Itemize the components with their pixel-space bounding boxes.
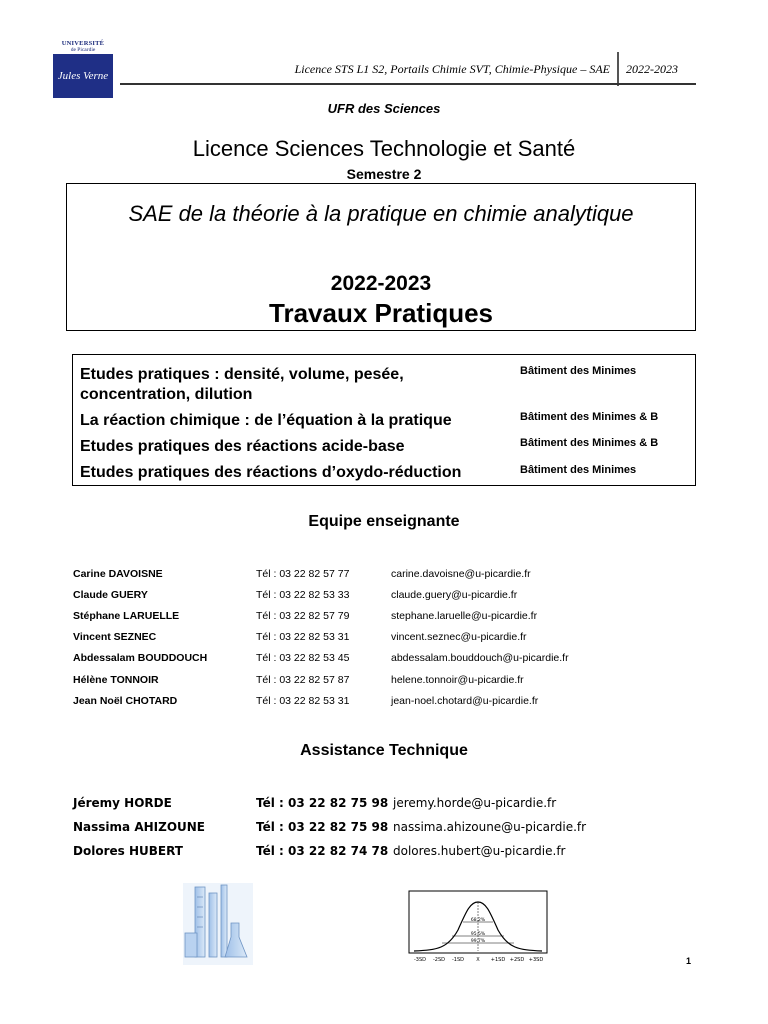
etude-title: Etudes pratiques : densité, volume, pesée, concentration, dilution [80,366,404,403]
assistant-email[interactable]: nassima.ahizoune@u-picardie.fr [393,820,587,834]
assistant-name: Dolores HUBERT [73,844,183,858]
header-rule [120,83,696,85]
member-name: Carine DAVOISNE [73,568,163,580]
bell-pct-mid: 95.5% [470,932,486,937]
assistant-name: Jéremy HORDE [73,796,172,810]
member-email[interactable]: stephane.laruelle@u-picardie.fr [391,610,538,622]
logo-picardie: de Picardie [70,47,96,53]
page-number: 1 [686,956,692,966]
etude-location: Bâtiment des Minimes [520,464,637,476]
member-tel: Tél : 03 22 82 57 79 [256,610,350,622]
etude-location: Bâtiment des Minimes [520,365,637,377]
licence-title: Licence Sciences Technologie et Santé [192,136,576,161]
etude-title: Etudes pratiques des réactions acide-base [80,438,405,455]
assistant-name: Nassima AHIZOUNE [73,820,205,834]
member-email[interactable]: helene.tonnoir@u-picardie.fr [391,674,524,686]
member-tel: Tél : 03 22 82 53 31 [256,695,350,707]
bell-tick: -2SD [432,957,446,963]
member-email[interactable]: jean-noel.chotard@u-picardie.fr [391,695,539,707]
member-name: Hélène TONNOIR [73,674,159,686]
member-tel: Tél : 03 22 82 53 45 [256,652,350,664]
member-tel: Tél : 03 22 82 53 31 [256,631,350,643]
member-email[interactable]: abdessalam.bouddouch@u-picardie.fr [391,652,569,664]
bell-pct-outer: 99.7% [470,939,486,944]
member-name: Jean Noël CHOTARD [73,695,178,707]
lab-glassware-image [183,883,253,965]
assistant-tel: Tél : 03 22 82 75 98 [256,796,389,810]
member-tel: Tél : 03 22 82 53 33 [256,589,350,601]
etude-location: Bâtiment des Minimes & B [520,437,659,449]
member-name: Stéphane LARUELLE [73,610,180,622]
member-name: Vincent SEZNEC [73,631,157,643]
member-email[interactable]: vincent.seznec@u-picardie.fr [391,631,527,643]
assistant-email[interactable]: dolores.hubert@u-picardie.fr [393,844,566,858]
member-name: Abdessalam BOUDDOUCH [73,652,208,664]
sae-subtitle: Travaux Pratiques [269,298,493,328]
assistant-tel: Tél : 03 22 82 75 98 [256,820,389,834]
assistant-tel: Tél : 03 22 82 74 78 [256,844,389,858]
member-tel: Tél : 03 22 82 57 77 [256,568,350,580]
etude-title: La réaction chimique : de l’équation à la pratique [80,412,452,429]
normal-distribution-image [408,890,548,965]
sae-title: SAE de la théorie à la pratique en chimie analytique [128,201,634,226]
university-logo [52,40,114,102]
member-email[interactable]: carine.davoisne@u-picardie.fr [391,568,531,580]
equipe-heading: Equipe enseignante [308,513,460,530]
logo-university: UNIVERSITÉ [61,40,105,47]
bell-tick: -3SD [413,957,427,963]
etude-location: Bâtiment des Minimes & B [520,411,659,423]
member-email[interactable]: claude.guery@u-picardie.fr [391,589,518,601]
bell-tick: X [476,957,480,963]
bell-pct-inner: 68.2% [470,918,486,923]
member-name: Claude GUERY [73,589,148,601]
bell-tick: -1SD [451,957,465,963]
sae-year: 2022-2023 [330,272,432,295]
member-tel: Tél : 03 22 82 57 87 [256,674,350,686]
header-course: Licence STS L1 S2, Portails Chimie SVT, Chimie-Physique – SAE [294,62,610,76]
bell-tick: +2SD [509,957,525,963]
semestre-label: Semestre 2 [346,166,422,182]
ufr-label: UFR des Sciences [327,101,441,116]
bell-tick: +3SD [528,957,544,963]
assistant-email[interactable]: jeremy.horde@u-picardie.fr [393,796,557,810]
assistance-heading: Assistance Technique [300,742,468,759]
etude-title: Etudes pratiques des réactions d’oxydo-réduction [80,464,462,481]
logo-signature: Jules Verne [53,54,113,98]
bell-tick: +1SD [490,957,506,963]
header-year: 2022-2023 [626,62,678,76]
header-divider [617,52,619,86]
